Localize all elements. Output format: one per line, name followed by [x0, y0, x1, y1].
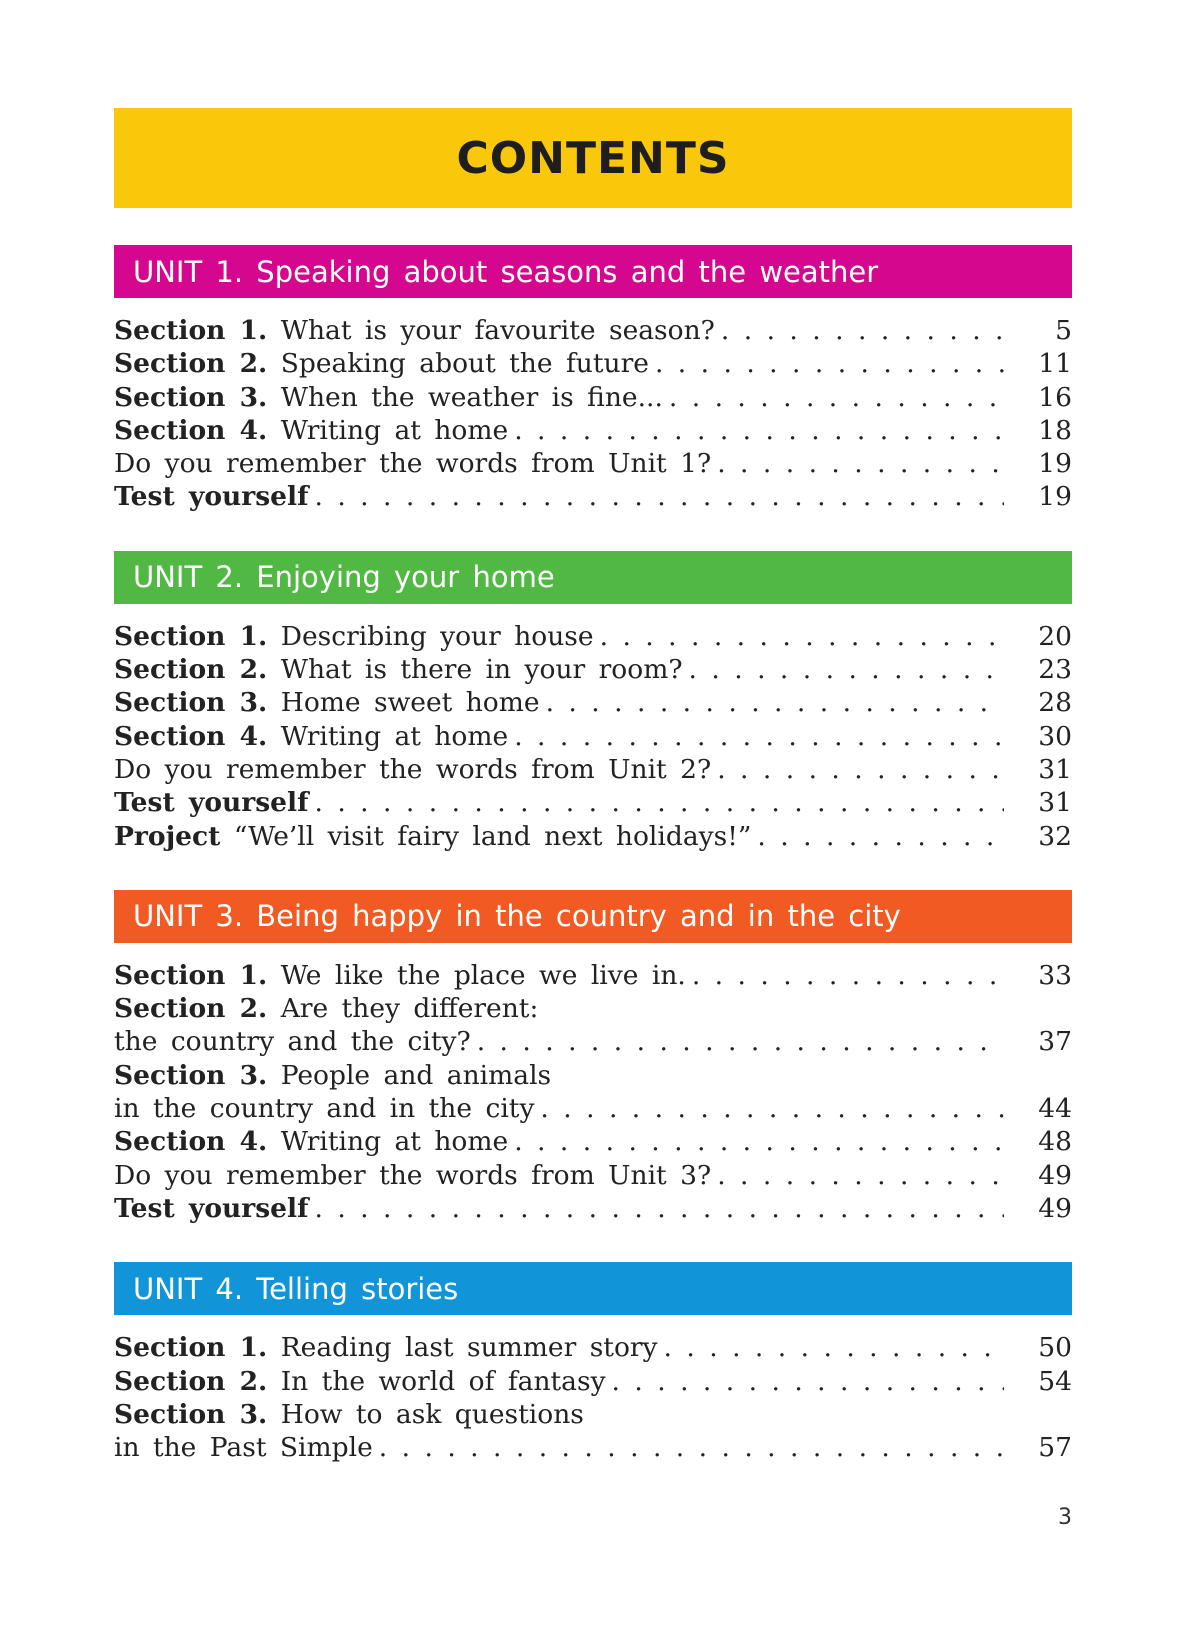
entry-label	[114, 1092, 534, 1125]
entry-label	[114, 653, 683, 686]
entry-label	[114, 686, 540, 719]
entry-page-number: 48	[1038, 1126, 1072, 1158]
toc-entry[interactable]	[114, 1059, 1072, 1092]
dot-leader	[314, 480, 1004, 513]
toc-entry[interactable]	[114, 1159, 1072, 1192]
toc-entry[interactable]	[114, 1092, 1072, 1125]
entry-section-label: Section 2.	[114, 654, 268, 686]
unit-section-1	[114, 245, 1072, 514]
toc-entry[interactable]	[114, 1192, 1072, 1225]
dot-leader	[477, 1025, 1004, 1058]
entry-section-label: Test yourself	[114, 481, 309, 513]
dot-leader	[514, 414, 1004, 447]
toc-entry[interactable]	[114, 314, 1072, 347]
toc-entry[interactable]	[114, 992, 1072, 1025]
entry-section-label: Project	[114, 820, 221, 852]
entry-title: Are they different:	[280, 993, 539, 1025]
contents-page	[114, 108, 1072, 1464]
entry-page-number: 16	[1038, 381, 1072, 413]
entry-page-number: 20	[1038, 620, 1072, 652]
entry-page-number: 30	[1038, 720, 1072, 752]
toc-entry[interactable]	[114, 820, 1072, 853]
dot-leader	[314, 1192, 1004, 1225]
dot-leader	[689, 653, 1004, 686]
entry-section-label: Section 2.	[114, 348, 268, 380]
dot-leader	[379, 1431, 1004, 1464]
entry-page-number: 31	[1038, 753, 1072, 785]
toc-entry[interactable]	[114, 1365, 1072, 1398]
entry-label	[114, 820, 751, 853]
entry-page-number: 23	[1038, 654, 1072, 686]
unit-section-4	[114, 1262, 1072, 1464]
entry-title: in the country and in the city	[114, 1093, 535, 1125]
dot-leader	[600, 620, 1004, 653]
entry-page-number: 5	[1055, 315, 1072, 346]
entry-label	[114, 480, 308, 513]
entry-section-label: Section 2.	[114, 993, 268, 1025]
dot-leader	[540, 1092, 1004, 1125]
dot-leader	[692, 959, 1004, 992]
entry-label	[114, 1431, 373, 1464]
entry-label	[114, 992, 538, 1025]
entry-section-label: Section 4.	[114, 1126, 268, 1158]
unit-section-3	[114, 890, 1072, 1225]
toc-entry[interactable]	[114, 686, 1072, 719]
toc-entry[interactable]	[114, 347, 1072, 380]
entry-title: How to ask questions	[280, 1398, 584, 1430]
entry-label	[114, 381, 663, 414]
entry-section-label: Section 4.	[114, 720, 268, 752]
entry-title: What is there in your room?	[280, 654, 683, 686]
entry-section-label: Section 3.	[114, 381, 268, 413]
toc-entry[interactable]	[114, 1025, 1072, 1058]
entry-title: When the weather is fine...	[280, 381, 663, 413]
toc-entry[interactable]	[114, 959, 1072, 992]
entry-label	[114, 347, 649, 380]
toc-entry[interactable]	[114, 753, 1072, 786]
entry-title: Describing your house	[280, 620, 594, 652]
dot-leader	[664, 1331, 1004, 1364]
entry-title: People and animals	[280, 1059, 552, 1091]
entry-title: Writing at home	[280, 1126, 509, 1158]
entry-list	[114, 314, 1072, 514]
entry-title: Home sweet home	[280, 687, 540, 719]
entry-label	[114, 753, 711, 786]
entry-title: the country and the city?	[114, 1026, 471, 1058]
entry-title: We like the place we live in.	[280, 959, 686, 991]
dot-leader	[717, 447, 1004, 480]
entry-page-number: 57	[1038, 1432, 1072, 1464]
entry-label	[114, 414, 508, 447]
toc-entry[interactable]	[114, 480, 1072, 513]
dot-leader	[721, 314, 1004, 347]
entry-section-label: Section 4.	[114, 414, 268, 446]
entry-label	[114, 1125, 508, 1158]
entry-page-number: 49	[1038, 1192, 1072, 1224]
entry-title: in the Past Simple	[114, 1432, 373, 1464]
entry-label	[114, 447, 711, 480]
unit-header: UNIT 1. Speaking about seasons and the weather	[114, 245, 1072, 298]
entry-page-number: 32	[1038, 820, 1072, 852]
entry-title: Speaking about the future	[280, 348, 649, 380]
entry-section-label: Test yourself	[114, 787, 309, 819]
entry-page-number: 49	[1038, 1159, 1072, 1191]
entry-label	[114, 620, 594, 653]
entry-label	[114, 314, 715, 347]
toc-entry[interactable]	[114, 1431, 1072, 1464]
entry-label	[114, 1159, 711, 1192]
entry-label	[114, 786, 308, 819]
entry-title: Do you remember the words from Unit 2?	[114, 753, 712, 785]
dot-leader	[669, 381, 1004, 414]
entry-title: Reading last summer story	[280, 1332, 658, 1364]
dot-leader	[655, 347, 1004, 380]
dot-leader	[612, 1365, 1004, 1398]
entry-label	[114, 1365, 606, 1398]
dot-leader	[314, 786, 1004, 819]
toc-entry[interactable]	[114, 381, 1072, 414]
entry-label	[114, 720, 508, 753]
entry-page-number: 54	[1038, 1365, 1072, 1397]
entry-section-label: Section 3.	[114, 1398, 268, 1430]
entry-list	[114, 959, 1072, 1225]
entry-label	[114, 1059, 551, 1092]
entry-section-label: Section 1.	[114, 959, 268, 991]
entry-section-label: Section 2.	[114, 1365, 268, 1397]
dot-leader	[514, 1125, 1004, 1158]
entry-page-number: 37	[1038, 1026, 1072, 1058]
entry-page-number: 11	[1038, 348, 1072, 380]
toc-entry[interactable]	[114, 447, 1072, 480]
entry-label	[114, 1398, 584, 1431]
entry-title: Writing at home	[280, 720, 509, 752]
toc-entry[interactable]	[114, 1125, 1072, 1158]
dot-leader	[514, 720, 1004, 753]
entry-title: What is your favourite season?	[280, 315, 715, 346]
entry-label	[114, 959, 686, 992]
page-number: 3	[1058, 1505, 1072, 1530]
entry-page-number: 33	[1038, 959, 1072, 991]
entry-section-label: Test yourself	[114, 1192, 309, 1224]
toc-entry[interactable]	[114, 653, 1072, 686]
dot-leader	[717, 753, 1004, 786]
entry-title: Writing at home	[280, 414, 509, 446]
dot-leader	[757, 820, 1004, 853]
unit-header: UNIT 2. Enjoying your home	[114, 551, 1072, 604]
entry-list	[114, 620, 1072, 853]
unit-header: UNIT 3. Being happy in the country and in the city	[114, 890, 1072, 943]
entry-section-label: Section 1.	[114, 620, 268, 652]
unit-section-2	[114, 551, 1072, 853]
entry-label	[114, 1331, 658, 1364]
entry-page-number: 44	[1038, 1093, 1072, 1125]
toc-entry[interactable]	[114, 620, 1072, 653]
entry-page-number: 19	[1038, 448, 1072, 480]
entry-page-number: 19	[1038, 481, 1072, 513]
entry-page-number: 31	[1038, 787, 1072, 819]
toc-entry[interactable]	[114, 1331, 1072, 1364]
entry-label	[114, 1192, 308, 1225]
entry-list	[114, 1331, 1072, 1464]
entry-title: “We’ll visit fairy land next holidays!”	[233, 820, 752, 852]
entry-section-label: Section 3.	[114, 687, 268, 719]
entry-page-number: 50	[1038, 1332, 1072, 1364]
entry-section-label: Section 3.	[114, 1059, 268, 1091]
dot-leader	[546, 686, 1004, 719]
toc-entry[interactable]	[114, 720, 1072, 753]
toc-entry[interactable]	[114, 1398, 1072, 1431]
page-title: CONTENTS	[114, 108, 1072, 208]
entry-page-number: 28	[1038, 687, 1072, 719]
toc-entry[interactable]	[114, 786, 1072, 819]
entry-section-label: Section 1.	[114, 315, 268, 346]
entry-label	[114, 1025, 471, 1058]
units-list	[114, 245, 1072, 1464]
dot-leader	[717, 1159, 1004, 1192]
entry-title: Do you remember the words from Unit 3?	[114, 1159, 712, 1191]
entry-title: In the world of fantasy	[280, 1365, 606, 1397]
entry-title: Do you remember the words from Unit 1?	[114, 448, 712, 480]
entry-section-label: Section 1.	[114, 1332, 268, 1364]
toc-entry[interactable]	[114, 414, 1072, 447]
unit-header: UNIT 4. Telling stories	[114, 1262, 1072, 1315]
entry-page-number: 18	[1038, 414, 1072, 446]
